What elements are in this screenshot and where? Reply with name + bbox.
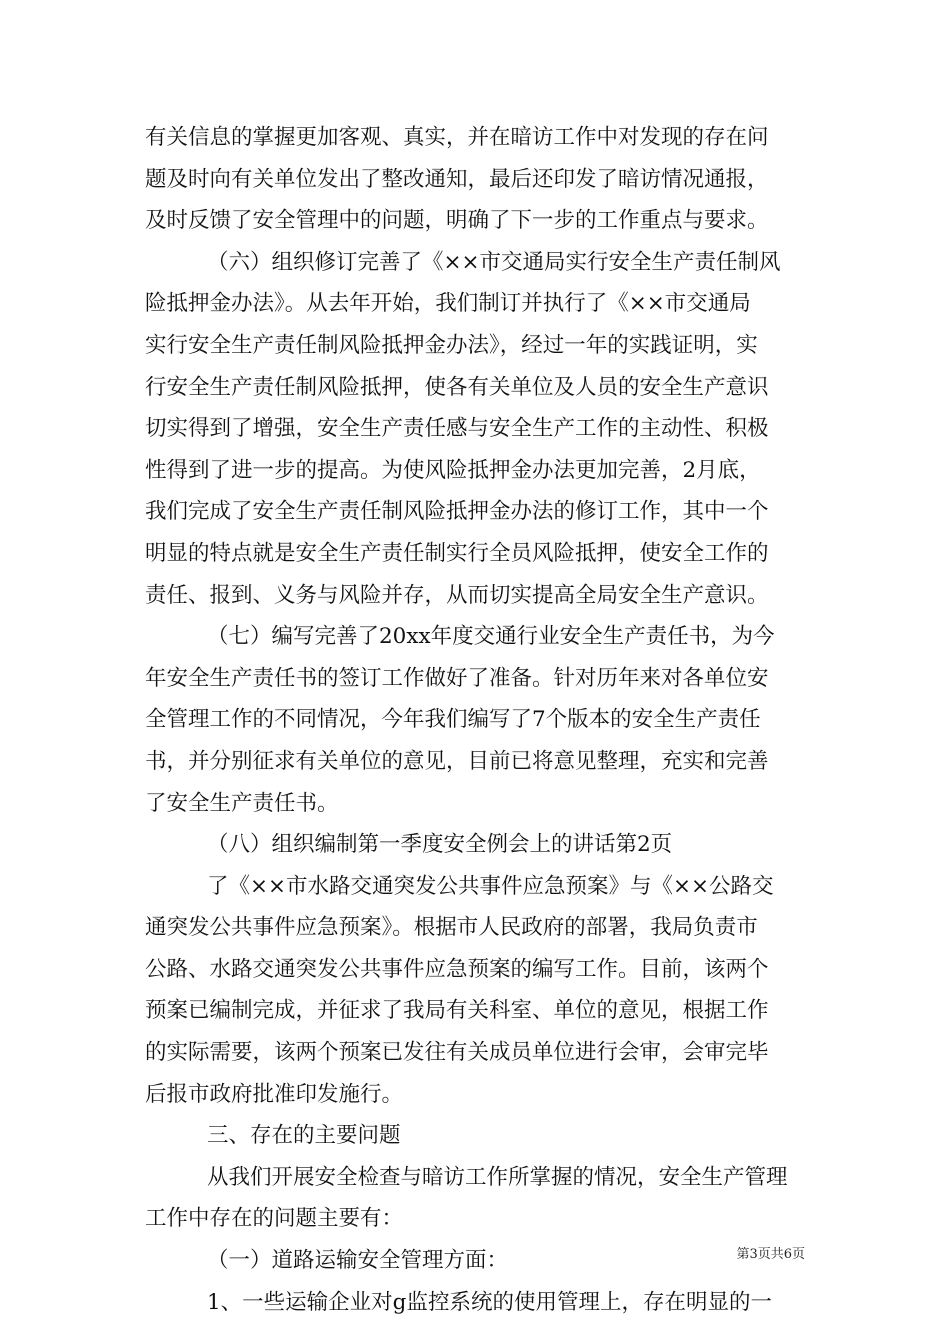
- text-line: 及时反馈了安全管理中的问题，明确了下一步的工作重点与要求。: [145, 208, 769, 234]
- text-line: 性得到了进一步的提高。为使风险抵押金办法更加完善，2月底，: [145, 457, 761, 483]
- text-line: 实行安全生产责任制风险抵押金办法》，经过一年的实践证明，实: [145, 332, 758, 358]
- document-body: [145, 117, 811, 1323]
- text-line: 有关信息的掌握更加客观、真实，并在暗访工作中对发现的存在问: [145, 125, 769, 150]
- text-line: 后报市政府批准印发施行。: [145, 1081, 404, 1107]
- text-line: 行安全生产责任制风险抵押，使各有关单位及人员的安全生产意识: [145, 374, 769, 400]
- text-line: 三、存在的主要问题: [207, 1123, 401, 1149]
- text-line: 书，并分别征求有关单位的意见，目前已将意见整理，充实和完善: [145, 748, 769, 774]
- text-line: （八）组织编制第一季度安全例会上的讲话第2页: [207, 832, 673, 858]
- text-line: 责任、报到、义务与风险并存，从而切实提高全局安全生产意识。: [145, 582, 769, 608]
- text-line: （七）编写完善了20xx年度交通行业安全生产责任书，为今: [207, 624, 775, 650]
- text-line: 从我们开展安全检查与暗访工作所掌握的情况，安全生产管理: [207, 1164, 788, 1190]
- text-line: 题及时向有关单位发出了整改通知，最后还印发了暗访情况通报，: [145, 166, 769, 192]
- text-line: 了安全生产责任书。: [145, 790, 339, 816]
- text-line: 了《××市水路交通突发公共事件应急预案》与《××公路交: [207, 873, 774, 899]
- text-line: 通突发公共事件应急预案》。根据市人民政府的部署，我局负责市: [145, 915, 758, 941]
- text-line: 年安全生产责任书的签订工作做好了准备。针对历年来对各单位安: [145, 665, 769, 691]
- page-number: 第3页共6页: [736, 1247, 805, 1262]
- text-line: 切实得到了增强，安全生产责任感与安全生产工作的主动性、积极: [145, 416, 769, 442]
- text-line: 预案已编制完成，并征求了我局有关科室、单位的意见，根据工作: [145, 998, 769, 1024]
- text-line: 公路、水路交通突发公共事件应急预案的编写工作。目前，该两个: [145, 956, 769, 982]
- text-line: （六）组织修订完善了《××市交通局实行安全生产责任制风: [207, 249, 781, 275]
- text-line: 全管理工作的不同情况，今年我们编写了7个版本的安全生产责任: [145, 707, 761, 733]
- text-line: 1、一些运输企业对g监控系统的使用管理上，存在明显的一: [207, 1289, 772, 1315]
- text-line: 的实际需要，该两个预案已发往有关成员单位进行会审，会审完毕: [145, 1040, 769, 1066]
- text-line: 我们完成了安全生产责任制风险抵押金办法的修订工作，其中一个: [145, 499, 769, 525]
- text-line: 险抵押金办法》。从去年开始，我们制订并执行了《××市交通局: [145, 291, 751, 317]
- text-line: 明显的特点就是安全生产责任制实行全员风险抵押，使安全工作的: [145, 540, 769, 566]
- text-line: 工作中存在的问题主要有：: [145, 1206, 404, 1232]
- text-line: （一）道路运输安全管理方面：: [207, 1248, 509, 1274]
